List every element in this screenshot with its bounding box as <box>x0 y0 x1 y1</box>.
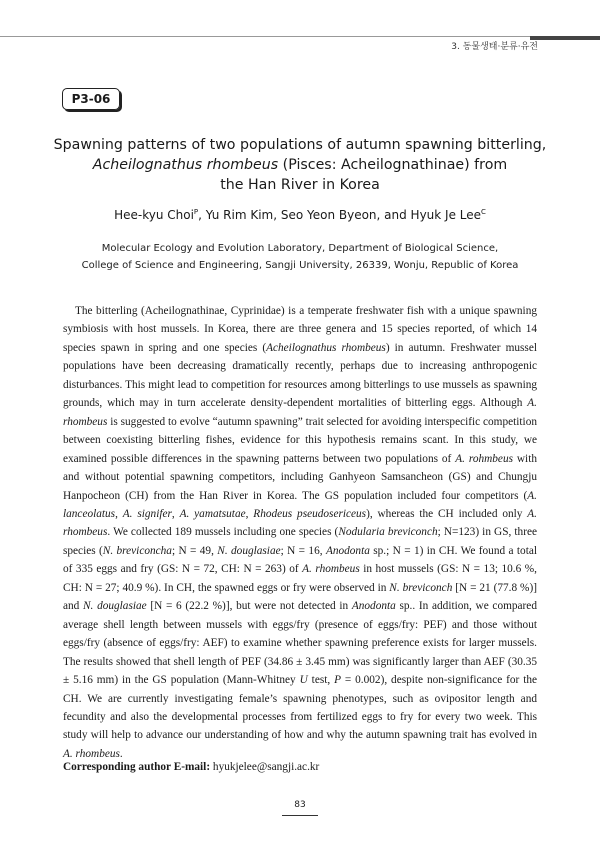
abstract-text: in host mussels (GS: N = 13; 10.6 %, CH: N = 27; 40.9 %). In CH, the spawned eggs or fry were observed in <box>63 563 538 594</box>
abstract-text: ; N = 49, <box>171 544 218 557</box>
author-list <box>40 208 560 222</box>
affiliation <box>40 240 560 274</box>
affiliation-line-1: Molecular Ecology and Evolution Laboratory, Department of Biological Science, <box>101 243 499 254</box>
abstract-italic-term: A. rhombeus <box>63 507 537 539</box>
page-number: 83 <box>294 800 306 810</box>
paper-title <box>40 135 560 195</box>
abstract-italic-term: A. rohmbeus <box>455 452 513 465</box>
abstract-italic-term: Anodonta <box>351 600 396 613</box>
abstract-italic-term: A. yamatsutae <box>179 507 246 520</box>
abstract-italic-term: A. rhombeus <box>63 747 120 760</box>
author-first: Hee-kyu Choi <box>114 208 194 222</box>
page-number-rule <box>282 815 318 816</box>
abstract-text: ), whereas the CH included only <box>366 507 528 520</box>
abstract-body <box>63 302 537 763</box>
header-tab-bar <box>530 36 600 40</box>
abstract-italic-term: A. rhombeus <box>63 397 537 428</box>
title-line-3: the Han River in Korea <box>220 177 380 193</box>
abstract-italic-term: Rhodeus pseudosericeus <box>253 507 367 520</box>
abstract-italic-term: U <box>299 674 308 687</box>
title-species: Acheilognathus rhombeus <box>92 157 279 173</box>
abstract-text: = 0.002), despite non-significance for the CH. We are currently investigating female’s spawning phenotypes, such as ovipositor length and fecundity and also the developmental processes from fertilized eggs to fry for every two week. This study will help to advance our understanding of how and why the autumn spawning trait has evolved in <box>63 674 538 742</box>
abstract-text: ; N = 16, <box>280 544 326 557</box>
corresponding-mark: C <box>481 208 486 216</box>
abstract-italic-term: Nodularia breviconch <box>338 526 438 539</box>
abstract-text: with and without potential spawning competitors, including Ganhyeon Samsancheon (GS) and Chungju Hanpocheon (CH) from the Han River in Korea. The GS population included four competitors ( <box>63 452 537 502</box>
abstract-italic-term: Acheilognathus rhombeus <box>266 341 386 354</box>
header-rule <box>0 36 600 37</box>
abstract-italic-term: P <box>334 674 341 687</box>
abstract-code-badge: P3-06 <box>62 88 120 110</box>
abstract-text: , <box>245 507 254 520</box>
abstract-text: [N = 21 (77.8 %)] and <box>63 581 537 613</box>
abstract-text: [N = 6 (22.2 %)], but were not detected in <box>146 600 352 613</box>
presenter-mark: P <box>193 208 199 216</box>
title-line-2-rest: (Pisces: Acheilognathinae) from <box>278 157 508 173</box>
corresponding-label: Corresponding author E-mail: <box>63 761 211 773</box>
abstract-text: . We collected 189 mussels including one species ( <box>107 526 339 539</box>
abstract-text: ) in autumn. Freshwater mussel populations have been decreasing dramatically recently, perhaps due to increasing anthropogenic disturbances. This might lead to competition for resources among bitterlings to use mussels as spawning grounds, which may in turn accelerate density-dependent mortalities of bitterling eggs. Although <box>63 341 537 410</box>
corresponding-email[interactable]: hyukjelee@sangji.ac.kr <box>212 761 320 773</box>
affiliation-line-2: College of Science and Engineering, Sangji University, 26339, Wonju, Republic of Korea <box>81 260 519 271</box>
abstract-italic-term: A. rhombeus <box>302 563 360 576</box>
abstract-italic-term: N. douglasiae <box>217 544 281 557</box>
section-label: 3. 동물생태·분류·유전 <box>451 42 538 52</box>
abstract-text: sp.. In addition, we compared average shell length between mussels with eggs/fry (presence of eggs/fry: PEF) and those without eggs/fry (absence of eggs/fry: AEF) to examine whether spawning preference exists for larger mussels. The results showed that shell length of PEF (34.86 ± 3.45 mm) was significantly larger than AEF (30.35 ± 5.16 mm) in the GS population (Mann-Whitney <box>63 600 537 687</box>
title-line-2 <box>40 155 560 175</box>
corresponding-author <box>63 761 319 773</box>
abstract-italic-term: A. signifer <box>122 507 172 520</box>
abstract-text: The bitterling (Acheilognathinae, Cyprinidae) is a temperate freshwater fish with a unique spawning symbiosis with host mussels. In Korea, there are three genera and 15 species reported, of which 14 species spawn in spring and one species ( <box>63 305 537 354</box>
abstract-text: , <box>115 507 123 520</box>
abstract-text: is suggested to evolve “autumn spawning” trait selected for avoiding interspecific competition between coexisting bitterling fishes, evidence for this hypothesis remains scant. In this study, we examined possible differences in the spawning patterns between two populations of <box>63 415 537 465</box>
abstract-text: ; N=123) in GS, three species ( <box>63 526 537 557</box>
abstract-italic-term: N. breviconcha <box>102 544 172 557</box>
abstract-text: , <box>171 507 180 520</box>
abstract-text: . <box>119 747 123 760</box>
abstract-text: test, <box>307 674 335 687</box>
author-rest: , Yu Rim Kim, Seo Yeon Byeon, and Hyuk Je Lee <box>198 208 482 222</box>
abstract-italic-term: Anodonta <box>325 544 370 557</box>
abstract-italic-term: N. douglasiae <box>83 600 147 613</box>
abstract-italic-term: A. lanceolatus <box>63 489 537 520</box>
title-line-1: Spawning patterns of two populations of autumn spawning bitterling, <box>53 137 547 153</box>
abstract-italic-term: N. breviconch <box>389 581 453 594</box>
abstract-text: sp.; N = 1) in CH. We found a total of 335 eggs and fry (GS: N = 72, CH: N = 263) of <box>63 544 537 576</box>
